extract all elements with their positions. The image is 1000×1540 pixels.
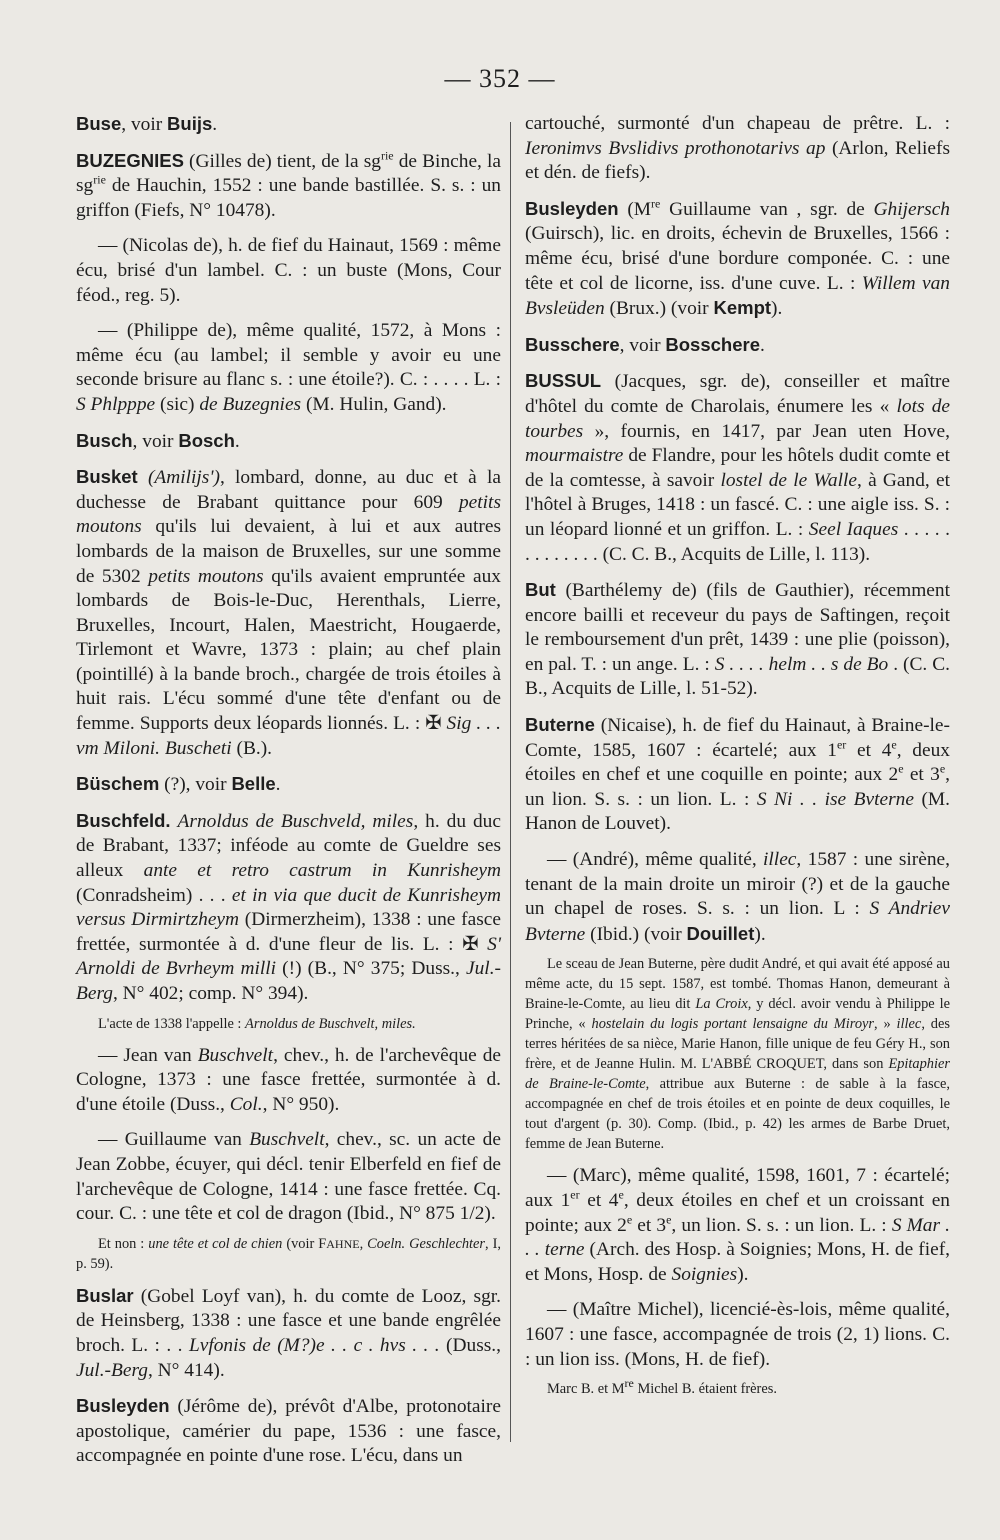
entry-headword: Buse — [76, 113, 122, 134]
cross-reference: Bosch — [178, 429, 235, 451]
sub-entry: — (Marc), même qualité, 1598, 1601, 7 : écartelé; aux 1er et 4e, deux étoiles en chef et un croissant en pointe; aux 2e et 3e, un lion. S. s. : un lion. L. : S Mar . . . terne (Arch. des Hosp. à Soignies; Mons, H. de fief, et Mons, Hosp. de Soignies). — [525, 1165, 951, 1285]
sub-entry: — (Maître Michel), licencié-ès-lois, même qualité, 1607 : une fasce, accompagnée de trois (2, 1) lions. C. : un lion iss. (Mons, H. de fief). — [525, 1299, 950, 1370]
entry: Buslar (Gobel Loyf van), h. du comte de Looz, sgr. de Heinsberg, 1338 : une fasce et une bande engrêlée broch. L. : . . Lvfonis de (M?)e . . c . hvs . . . (Duss., Jul.-Berg, N° 414). — [76, 1284, 502, 1381]
entry-headword: Büschem — [76, 773, 160, 795]
entry-headword: Busket — [76, 466, 138, 488]
footnote: Le sceau de Jean Buterne, père dudit André, et qui avait été apposé au même acte, du 15 sept. 1587, est tombé. Thomas Hanon, demeurant à Braine-le-Comte, au lieu dit La Croix, y décl. avoir vendu à Philippe le Prinche, « hostelain du logis portant lensaigne du Miroyr, » illec, des terres héritées de sa nièce, Marie Hanon, fille unique de feu Géry H., son frère, et de Jeanne Hulin. M. L'ABBÉ CROQUET, dans son Epitaphier de Braine-le-Comte, attribue aux Buterne : de sable à la fasce, accompagnée en chef de trois étoiles et en pointe de deux coquilles, le tout d'argent (p. 30). Comp. (Ibid., p. 42) les armes de Barbe Druet, femme de Jean Buterne. — [525, 956, 951, 1153]
entry: Buse, voir Buijs. — [76, 113, 218, 135]
entry: Büschem (?), voir Belle. — [76, 773, 281, 796]
sub-entry: — (Nicolas de), h. de fief du Hainaut, 1569 : même écu, brisé d'un lambel. C. : un buste (Mons, Cour féod., reg. 5). — [76, 235, 501, 306]
entry-headword: Buterne — [525, 714, 595, 736]
footnote: Et non : une tête et col de chien (voir FAHNE, Coeln. Geschlechter, I, p. 59). — [76, 1235, 501, 1272]
entry-continuation: cartouché, surmonté d'un chapeau de prêtre. L. : Ieronimvs Bvslidivs prothonotarivs ap (Arlon, Reliefs et dén. de fiefs). — [525, 113, 950, 184]
sub-entry: — Guillaume van Buschvelt, chev., sc. un acte de Jean Zobbe, écuyer, qui décl. tenir Elberfeld en fief de l'archevêque de Cologne, 1414 : une fasce frettée. Cq. cour. C. : une tête et col de dragon (Ibid., N° 875 1/2). — [76, 1129, 501, 1225]
entry: BUZEGNIES (Gilles de) tient, de la $sg^{rie}$ de Binche, la $sg^{rie}$ de Hauchin, 1552 : une bande bastillée. S. s. : un griffon (Fiefs, N° 10478). — [76, 148, 501, 221]
entry-headword: Buschfeld. — [76, 809, 171, 831]
sub-entry: — (André), même qualité, illec, 1587 : une sirène, tenant de la main droite un miroir (?) et de la gauche un chapel de roses. S. s. : un lion. L : S Andriev Bvterne (Ibid.) (voir Douillet). — [525, 849, 950, 945]
entry-headword: Busleyden — [76, 1395, 170, 1417]
entry-headword: Buslar — [76, 1284, 134, 1306]
footnote: L'acte de 1338 l'appelle : Arnoldus de Buschvelt, miles. — [98, 1015, 416, 1032]
entry: But (Barthélemy de) (fils de Gauthier), récemment encore bailli et receveur du pays de Saftingen, reçoit le remboursement d'un prêt, 1439 : une plie (poisson), en pal. T. : un ange. L. : S . . . . helm . . s de Bo . (C. C. B., Acquits de Lille, l. 51-52). — [525, 579, 950, 700]
entry-headword: Busschere — [525, 333, 620, 355]
right-column — [525, 112, 950, 1409]
entry: Busleyden (Mre Guillaume van , sgr. de Ghijersch (Guirsch), lic. en droits, échevin de Bruxelles, 1566 : même écu, brisé d'une bordure componée. C. : une tête et col de licorne, iss. d'une cuve. L. : Willem van Bvsleüden (Brux.) (voir Kempt). — [525, 196, 951, 320]
entry: Buschfeld. Arnoldus de Buschveld, miles, h. du duc de Brabant, 1337; inféode au comte de Gueldre ses alleux ante et retro castrum in Kunrisheym (Conradsheim) . . . et in via que ducit de Kunrisheym versus Dirmirtzheym (Dirmerzheim), 1338 : une fasce frettée, surmontée à d. d'une fleur de lis. L. : ✠ S' Arnoldi de Bvrheym milli (!) (B., N° 375; Duss., Jul.-Berg, N° 402; comp. N° 394). — [76, 809, 502, 1004]
entry: Busket (Amilijs'), lombard, donne, au duc et à la duchesse de Brabant quittance pour 609 petits moutons qu'ils lui devaient, à lui et aux autres lombards de la maison de Bruxelles, sur une somme de 5302 petits moutons qu'ils avaient empruntée aux lombards de Bois-le-Duc, Herenthals, Lierre, Bruxelles, Incourt, Halen, Maestricht, Hougaerde, Tirlemont et Wavre, 1373 : plain; au chef plain (pointillé) à la bande broch., chargée de trois étoiles à huit rais. L'écu sommé d'une tête d'enfant ou de femme. Supports deux léopards lionnés. L. : ✠ Sig . . . vm Miloni. Buscheti (B.). — [76, 466, 502, 759]
footnote: Marc B. et Mre Michel B. étaient frères. — [547, 1376, 777, 1398]
entry-headword: But — [525, 579, 556, 601]
cross-reference: Bosschere — [665, 333, 760, 355]
entry: Busleyden (Jérôme de), prévôt d'Albe, protonotaire apostolique, camérier du pape, 1536 : une fasce, accompagnée en pointe d'une rose. L'écu, dans un — [76, 1395, 501, 1467]
entry-headword: Busleyden — [525, 197, 619, 219]
cross-reference: Buijs — [167, 113, 213, 134]
entry: Busch, voir Bosch. — [76, 429, 240, 452]
entry: BUSSUL (Jacques, sgr. de), conseiller et maître d'hôtel du comte de Charolais, énumere les « lots de tourbes », fournis, en 1417, par Jean uten Hove, mourmaistre de Flandre, pour les hôtels dudit comte et de la comtesse, à savoir lostel de le Walle, à Gand, et l'hôtel à Bruges, 1418 : un fascé. C. : une aigle iss. S. : un léopard lionné et un griffon. L. : Seel Iaques . . . . . . . . . . . . . (C. C. B., Acquits de Lille, l. 113). — [525, 370, 951, 565]
entry-headword: BUZEGNIES — [76, 149, 184, 171]
sub-entry: — Jean van Buschvelt, chev., h. de l'archevêque de Cologne, 1373 : une fasce frettée, surmontée à d. d'une étoile (Duss., Col., N° 950). — [76, 1044, 501, 1115]
left-column — [76, 112, 501, 1480]
entry: Busschere, voir Bosschere. — [525, 333, 765, 356]
entry-headword: BUSSUL — [525, 370, 602, 392]
entry: Buterne (Nicaise), h. de fief du Hainaut, à Braine-le-Comte, 1585, 1607 : écartelé; aux 1er et 4e, deux étoiles en chef et une coquille en pointe; aux 2e et 3e, un lion. S. s. : un lion. L. : S Ni . . ise Bvterne (M. Hanon de Louvet). — [525, 714, 951, 835]
entry-headword: Busch — [76, 429, 133, 451]
page-number: — 352 — — [444, 64, 556, 93]
cross-reference: Belle — [231, 773, 276, 795]
sub-entry: — (Philippe de), même qualité, 1572, à Mons : même écu (au lambel; il semble y avoir eu une seconde brisure au flanc s. : une étoile?). C. : . . . . L. : S Phlpppe (sic) de Buzegnies (M. Hulin, Gand). — [76, 320, 501, 415]
column-divider — [510, 122, 511, 1442]
